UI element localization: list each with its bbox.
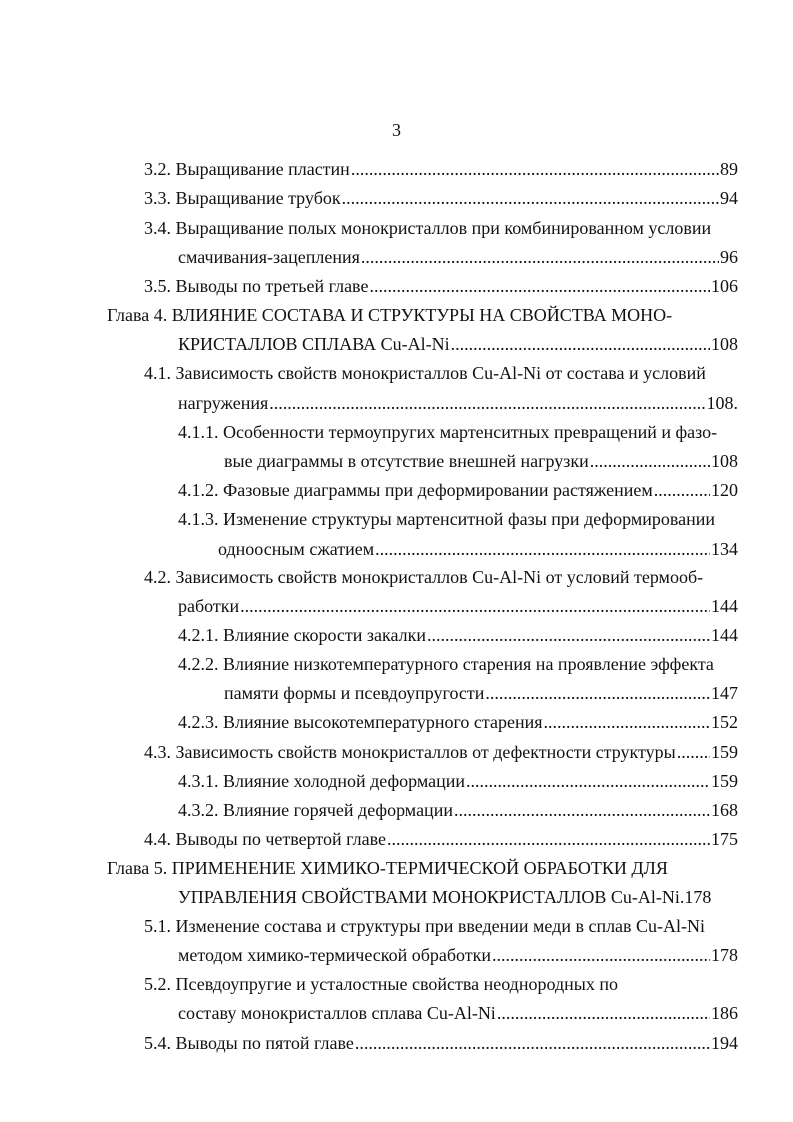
toc-entry-title: Глава 4. ВЛИЯНИЕ СОСТАВА И СТРУКТУРЫ НА СВОЙСТВА МОНО- [107, 305, 673, 325]
toc-entry-title: Глава 5. ПРИМЕНЕНИЕ ХИМИКО-ТЕРМИЧЕСКОЙ ОБРАБОТКИ ДЛЯ [107, 858, 668, 878]
dot-leader [497, 1002, 710, 1024]
toc-page-number: 186 [711, 1003, 738, 1023]
toc-entry-title: 4.2. Зависимость свойств монокристаллов Cu-Al-Ni от условий термооб- [144, 567, 704, 587]
dot-leader [451, 333, 710, 355]
toc-page-number: 159 [711, 742, 738, 762]
page-number: 3 [392, 120, 401, 140]
toc-entry-continuation: работки [178, 596, 240, 616]
toc-page-number: 108 [711, 334, 738, 354]
toc-entry-continuation: одноосным сжатием [218, 539, 375, 559]
dot-leader [355, 1032, 710, 1054]
toc-page-number: 152 [711, 712, 738, 732]
toc-entry-title: 4.3.2. Влияние горячей деформации [178, 800, 453, 820]
dot-leader [454, 799, 710, 821]
toc-entry-title: 3.4. Выращивание полых монокристаллов при комбинированном условии [144, 218, 712, 238]
toc-page-number: 178 [711, 945, 738, 965]
toc-entry-4-1-1[interactable] [178, 421, 717, 443]
dot-leader [375, 538, 710, 560]
toc-entry-4-2-2-cont[interactable] [224, 682, 738, 704]
toc-entry-4-3[interactable] [144, 741, 738, 763]
toc-page-number: 94 [720, 188, 738, 208]
toc-entry-4-2-1[interactable] [178, 624, 738, 646]
dot-leader [485, 682, 710, 704]
toc-entry-title: 4.3.1. Влияние холодной деформации [178, 771, 466, 791]
dot-leader [654, 479, 710, 501]
toc-entry-title: 4.1. Зависимость свойств монокристаллов Cu-Al-Ni от состава и условий [144, 363, 706, 383]
toc-entry-4-2[interactable] [144, 566, 703, 588]
toc-chapter-5[interactable] [107, 857, 668, 879]
toc-entry-title: 5.2. Псевдоупругие и усталостные свойства неоднородных по [144, 974, 618, 994]
toc-entry-5-2-cont[interactable] [178, 1002, 738, 1024]
toc-page-number: 144 [711, 596, 738, 616]
toc-entry-4-1-cont[interactable] [178, 392, 738, 414]
toc-page-number: 89 [720, 159, 738, 179]
toc-entry-4-4[interactable] [144, 828, 738, 850]
toc-entry-5-1[interactable] [144, 915, 705, 937]
toc-entry-5-4[interactable] [144, 1032, 738, 1054]
toc-entry-4-3-2[interactable] [178, 799, 738, 821]
toc-entry-title: 4.2.1. Влияние скорости закалки [178, 625, 426, 645]
toc-entry-3-3[interactable] [144, 187, 738, 209]
toc-entry-title: 4.3. Зависимость свойств монокристаллов от дефектности структуры [144, 742, 676, 762]
toc-entry-title: 4.1.1. Особенности термоупругих мартенситных превращений и фазо- [178, 422, 718, 442]
toc-page-number: 144 [711, 625, 738, 645]
toc-entry-3-2[interactable] [144, 158, 738, 180]
toc-entry-4-1-3-cont[interactable] [218, 538, 738, 560]
toc-entry-title: 4.1.3. Изменение структуры мартенситной фазы при деформировании [178, 509, 715, 529]
toc-entry-title: 3.5. Выводы по третьей главе [144, 276, 369, 296]
toc-entry-title: 3.2. Выращивание пластин [144, 159, 350, 179]
toc-entry-continuation: смачивания-зацепления [178, 247, 360, 267]
toc-entry-continuation: методом химико-термической обработки [178, 945, 492, 965]
toc-page-number: 108. [706, 393, 738, 413]
toc-entry-4-2-cont[interactable] [178, 595, 738, 617]
toc-entry-4-1[interactable] [144, 362, 706, 384]
dot-leader [590, 450, 710, 472]
toc-page-number: 108 [711, 451, 738, 471]
toc-entry-continuation: КРИСТАЛЛОВ СПЛАВА Cu-Al-Ni [178, 334, 450, 354]
dot-leader [369, 275, 710, 297]
toc-entry-title: 3.3. Выращивание трубок [144, 188, 341, 208]
toc-page-number: 194 [711, 1033, 738, 1053]
toc-entry-continuation: вые диаграммы в отсутствие внешней нагрузки [224, 451, 589, 471]
dot-leader [677, 741, 710, 763]
toc-entry-continuation: УПРАВЛЕНИЯ СВОЙСТВАМИ МОНОКРИСТАЛЛОВ Cu-Al-Ni. [178, 887, 685, 907]
toc-entry-title: 5.4. Выводы по пятой главе [144, 1033, 354, 1053]
dot-leader [351, 158, 719, 180]
toc-page-number: 178 [684, 887, 712, 907]
dot-leader [387, 828, 710, 850]
toc-chapter-4[interactable] [107, 304, 672, 326]
toc-entry-title: 5.1. Изменение состава и структуры при введении меди в сплав Cu-Al-Ni [144, 916, 706, 936]
toc-page-number: 159 [711, 771, 738, 791]
dot-leader [361, 246, 719, 268]
toc-page-number: 147 [711, 683, 738, 703]
dot-leader [492, 944, 710, 966]
dot-leader [427, 624, 710, 646]
toc-entry-4-1-3[interactable] [178, 508, 715, 530]
toc-chapter-4-cont[interactable] [178, 333, 738, 355]
toc-page-number: 96 [720, 247, 738, 267]
toc-entry-title: 4.1.2. Фазовые диаграммы при деформировании растяжением [178, 480, 653, 500]
toc-entry-title: 4.2.2. Влияние низкотемпературного старения на проявление эффекта [178, 654, 714, 674]
toc-entry-4-1-1-cont[interactable] [224, 450, 738, 472]
toc-entry-continuation: памяти формы и псевдоупругости [224, 683, 485, 703]
dot-leader [240, 595, 710, 617]
dot-leader [544, 711, 710, 733]
toc-page-number: 168 [711, 800, 738, 820]
toc-entry-5-2[interactable] [144, 973, 618, 995]
toc-page-number: 175 [711, 829, 738, 849]
toc-entry-title: 4.2.3. Влияние высокотемпературного старения [178, 712, 543, 732]
dot-leader [342, 187, 719, 209]
toc-chapter-5-cont[interactable] [178, 886, 711, 908]
toc-entry-continuation: составу монокристаллов сплава Cu-Al-Ni [178, 1003, 496, 1023]
toc-entry-3-5[interactable] [144, 275, 738, 297]
toc-entry-4-2-2[interactable] [178, 653, 714, 675]
toc-entry-5-1-cont[interactable] [178, 944, 738, 966]
toc-entry-title: 4.4. Выводы по четвертой главе [144, 829, 386, 849]
toc-entry-4-2-3[interactable] [178, 711, 738, 733]
toc-page-number: 120 [711, 480, 738, 500]
toc-entry-4-3-1[interactable] [178, 770, 738, 792]
toc-page-number: 106 [711, 276, 738, 296]
toc-entry-3-4[interactable] [144, 217, 711, 239]
dot-leader [269, 392, 705, 414]
toc-entry-continuation: нагружения [178, 393, 269, 413]
toc-page-number: 134 [711, 539, 738, 559]
dot-leader [466, 770, 710, 792]
toc-entry-3-4-cont[interactable] [178, 246, 738, 268]
toc-entry-4-1-2[interactable] [178, 479, 738, 501]
